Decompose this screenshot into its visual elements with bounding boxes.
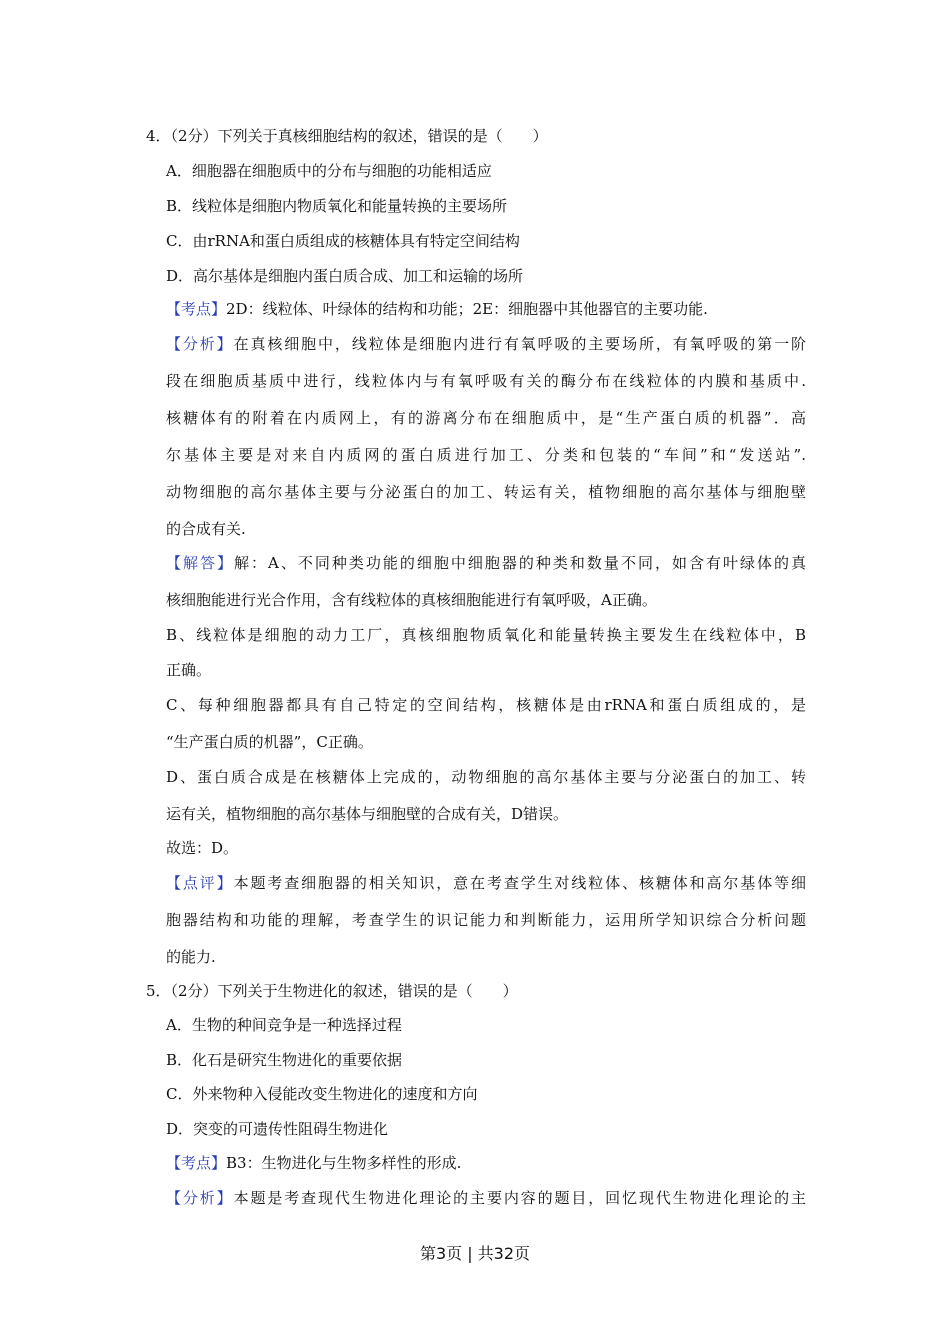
jieda-text: 解：A、不同种类功能的细胞中细胞器的种类和数量不同，如含有叶绿体的真 xyxy=(234,554,806,572)
question-4-option-b: B．线粒体是细胞内物质氧化和能量转换的主要场所 xyxy=(166,197,508,215)
kaodian-tag: 【考点】 xyxy=(166,1154,227,1172)
question-4-option-c: C．由rRNA和蛋白质组成的核糖体具有特定空间结构 xyxy=(166,232,520,250)
question-4-jieda-line-8: 运有关，植物细胞的高尔基体与细胞壁的合成有关，D错误。 xyxy=(166,805,569,823)
jieda-tag: 【解答】 xyxy=(166,554,235,572)
fenxi-tag: 【分析】 xyxy=(166,335,234,353)
question-5-option-b: B．化石是研究生物进化的重要依据 xyxy=(166,1051,403,1069)
question-5-option-c: C．外来物种入侵能改变生物进化的速度和方向 xyxy=(166,1085,478,1103)
question-5-fenxi-line-1 xyxy=(166,1188,806,1208)
question-4-fenxi-line-3: 核糖体有的附着在内质网上，有的游离分布在细胞质中，是“生产蛋白质的机器”．高 xyxy=(166,409,806,427)
question-4-jieda-line-6: “生产蛋白质的机器”，C正确。 xyxy=(166,733,373,751)
question-4-jieda-line-2: 核细胞能进行光合作用，含有线粒体的真核细胞能进行有氧呼吸，A正确。 xyxy=(166,591,657,609)
question-4-fenxi-line-5: 动物细胞的高尔基体主要与分泌蛋白的加工、转运有关，植物细胞的高尔基体与细胞壁 xyxy=(166,483,806,501)
question-4-stem: 4．（2分）下列关于真核细胞结构的叙述，错误的是（ ） xyxy=(146,127,548,145)
question-4-jieda-line-9: 故选：D。 xyxy=(166,839,239,857)
page-footer: 第3页 | 共32页 xyxy=(419,1244,531,1263)
question-4-jieda-line-7: D、蛋白质合成是在核糖体上完成的，动物细胞的高尔基体主要与分泌蛋白的加工、转 xyxy=(166,768,806,786)
question-4-fenxi-line-2: 段在细胞质基质中进行，线粒体内与有氧呼吸有关的酶分布在线粒体的内膜和基质中. xyxy=(166,372,806,390)
question-4-dianping-line-3: 的能力. xyxy=(166,948,216,966)
question-4-kaodian xyxy=(166,299,708,319)
question-4-fenxi-line-1 xyxy=(166,334,806,354)
question-5-kaodian xyxy=(166,1153,461,1173)
question-4-jieda-line-1 xyxy=(166,553,806,573)
question-4-dianping-line-2: 胞器结构和功能的理解，考查学生的识记能力和判断能力，运用所学知识综合分析问题 xyxy=(166,911,806,929)
kaodian-text: B3：生物进化与生物多样性的形成. xyxy=(226,1154,462,1172)
question-5-option-d: D．突变的可遗传性阻碍生物进化 xyxy=(166,1120,389,1138)
question-4-option-a: A．细胞器在细胞质中的分布与细胞的功能相适应 xyxy=(166,162,492,180)
question-4-dianping-line-1 xyxy=(166,873,806,893)
question-4-jieda-line-3: B、线粒体是细胞的动力工厂，真核细胞物质氧化和能量转换主要发生在线粒体中，B xyxy=(166,626,806,644)
fenxi-text: 在真核细胞中，线粒体是细胞内进行有氧呼吸的主要场所，有氧呼吸的第一阶 xyxy=(233,335,806,353)
dianping-tag: 【点评】 xyxy=(166,874,234,892)
kaodian-text: 2D：线粒体、叶绿体的结构和功能；2E：细胞器中其他器官的主要功能. xyxy=(226,300,708,318)
question-5-stem: 5．（2分）下列关于生物进化的叙述，错误的是（ ） xyxy=(146,982,518,1000)
fenxi-tag: 【分析】 xyxy=(166,1189,234,1207)
fenxi-text: 本题是考查现代生物进化理论的主要内容的题目，回忆现代生物进化理论的主 xyxy=(233,1189,806,1207)
question-5-option-a: A．生物的种间竞争是一种选择过程 xyxy=(166,1016,402,1034)
question-4-jieda-line-5: C、每种细胞器都具有自己特定的空间结构，核糖体是由rRNA和蛋白质组成的，是 xyxy=(166,696,806,714)
dianping-text: 本题考查细胞器的相关知识，意在考查学生对线粒体、核糖体和高尔基体等细 xyxy=(233,874,806,892)
question-4-jieda-line-4: 正确。 xyxy=(166,661,212,679)
question-4-fenxi-line-6: 的合成有关. xyxy=(166,520,246,538)
question-4-option-d: D．高尔基体是细胞内蛋白质合成、加工和运输的场所 xyxy=(166,267,524,285)
kaodian-tag: 【考点】 xyxy=(166,300,227,318)
question-4-fenxi-line-4: 尔基体主要是对来自内质网的蛋白质进行加工、分类和包装的“车间”和“发送站”. xyxy=(166,446,806,464)
